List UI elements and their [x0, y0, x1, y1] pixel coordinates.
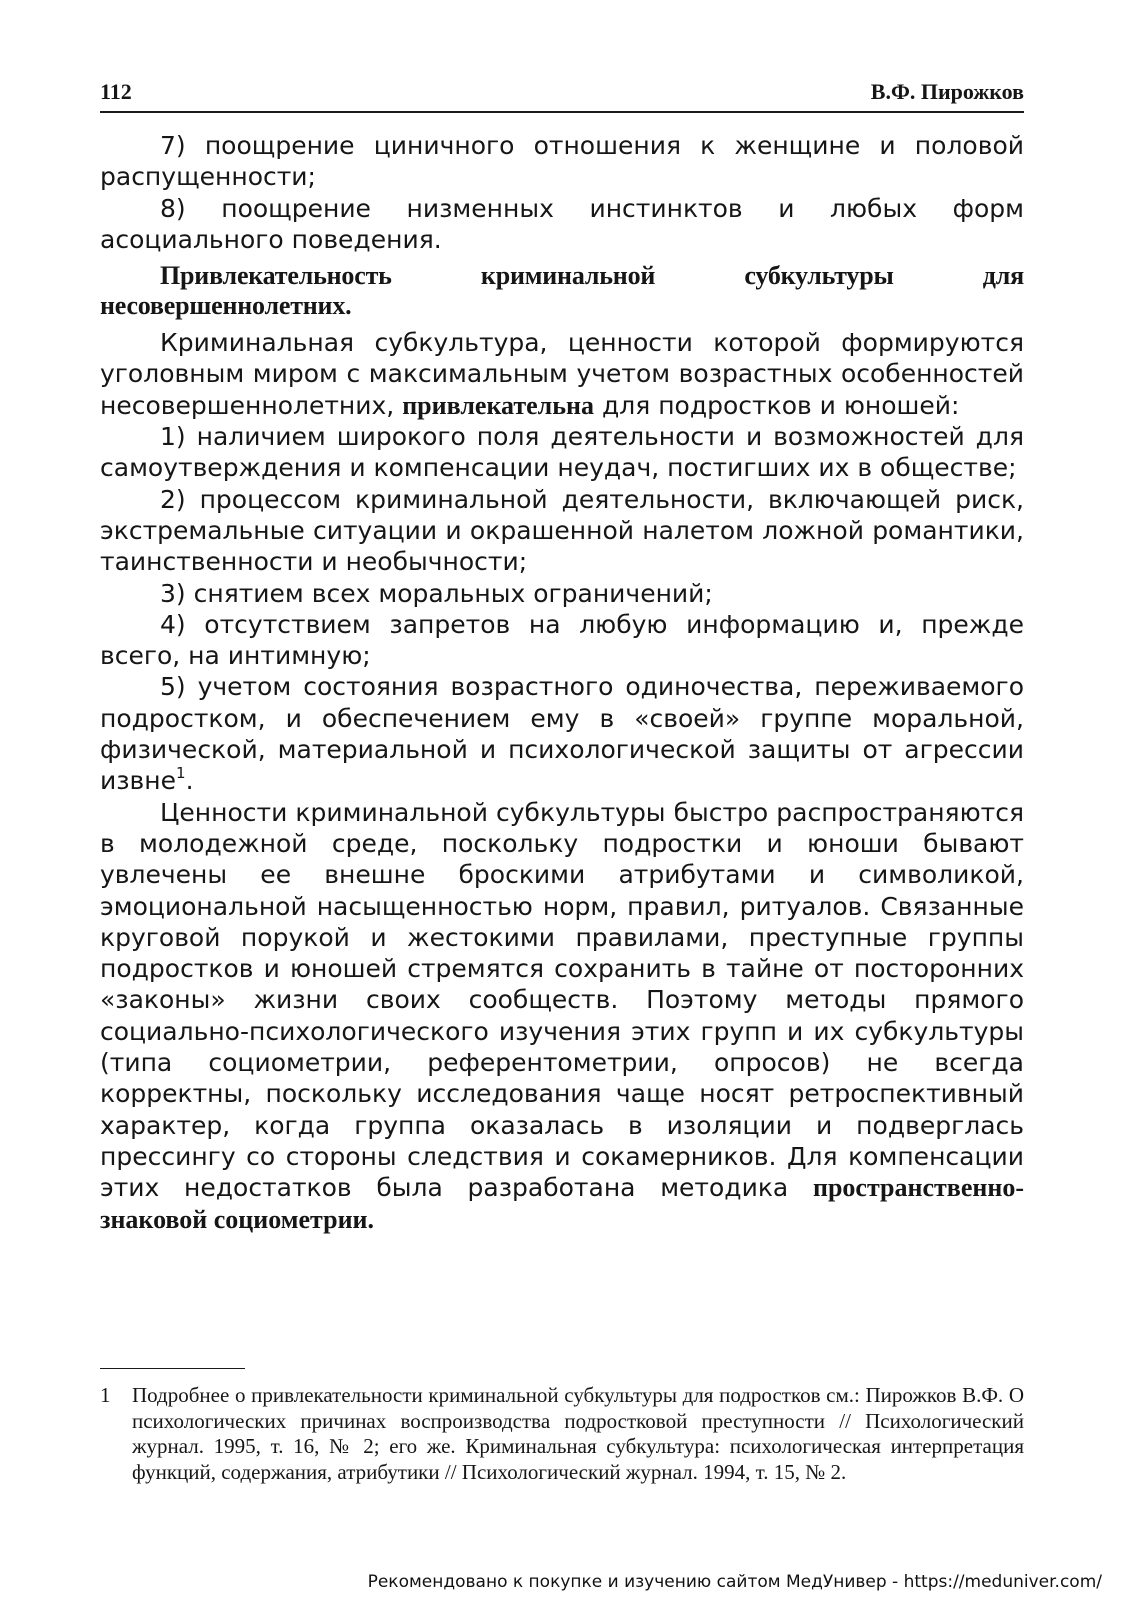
page-number: 112 [100, 79, 132, 104]
closing-bold-term: пространственно-знаковой социометрии. [100, 1173, 1024, 1234]
section-heading: Привлекательность криминальной субкультуры для несовершеннолетних. [100, 261, 1024, 321]
watermark-text: Рекомендовано к покупке и изучению сайтом МедУнивер - https://meduniver.com/ [367, 1572, 1102, 1592]
list-item-8: 8) поощрение низменных инстинктов и любых форм асоциального поведения. [100, 193, 1024, 254]
list-item-5-text: 5) учетом состояния возрастного одиночества, переживаемого подростком, и обеспечением ему в «своей» группе моральной, физической, материальной и психологической защиты от агрессии извне [100, 672, 1024, 796]
intro-paragraph [100, 327, 1024, 421]
intro-text-before: Криминальная субкультура, ценности которой формируются уголовным миром с максимальным учетом возрастных особенностей несовершеннолетних, [100, 328, 1024, 420]
intro-bold-term: привлекательна [402, 390, 594, 420]
footnote [100, 1383, 1024, 1485]
footnote-text: Подробнее о привлекательности криминальной субкультуры для подростков см.: Пирожков В.Ф. О психологических причинах воспроизводства подростковой преступности // Психологический журнал. 1995, т. 16, № 2; его же. Криминальная субкультура: психологическая интерпретация функций, содержания, атрибутики // Психологический журнал. 1994, т. 15, № 2. [132, 1383, 1024, 1484]
intro-text-after: для подростков и юношей: [594, 390, 960, 420]
list-item-3: 3) снятием всех моральных ограничений; [160, 578, 713, 608]
list-item-5 [100, 671, 1024, 796]
list-item-4: 4) отсутствием запретов на любую информацию и, прежде всего, на интимную; [100, 609, 1024, 671]
footnote-reference: 1 [176, 764, 186, 783]
footnote-separator [100, 1368, 245, 1369]
running-header [100, 75, 1024, 113]
list-item-1: 1) наличием широкого поля деятельности и возможностей для самоутверждения и компенсации неудач, постигших их в обществе; [100, 422, 1024, 483]
closing-paragraph [100, 797, 1024, 1235]
running-head-author: В.Ф. Пирожков [870, 79, 1024, 104]
closing-text: Ценности криминальной субкультуры быстро распространяются в молодежной среде, поскольку подростки и юноши бывают увлечены ее внешне броскими атрибутами и символикой, эмоциональной насыщенностью норм, правил, ритуалов. Связанные круговой порукой и жестокими правилами, преступные группы подростков и юношей стремятся сохранить в тайне от посторонних «законы» жизни своих сообществ. Поэтому методы прямого социально-психологического изучения этих групп и их субкультуры (типа социометрии, референтометрии, опросов) не всегда корректны, поскольку исследования чаще носят ретроспективный характер, когда группа оказалась в изоляции и подверглась прессингу со стороны следствия и сокамерников. Для компенсации этих недостатков была разработана методика [100, 797, 1024, 1203]
list-item-7: 7) поощрение циничного отношения к женщине и половой распущенности; [100, 131, 1024, 192]
list-item-5-end: . [185, 766, 194, 796]
footnote-mark: 1 [100, 1383, 111, 1407]
main-text [100, 130, 1024, 1235]
list-item-2: 2) процессом криминальной деятельности, включающей риск, экстремальные ситуации и окрашенной налетом ложной романтики, таинственности и необычности; [100, 484, 1024, 577]
